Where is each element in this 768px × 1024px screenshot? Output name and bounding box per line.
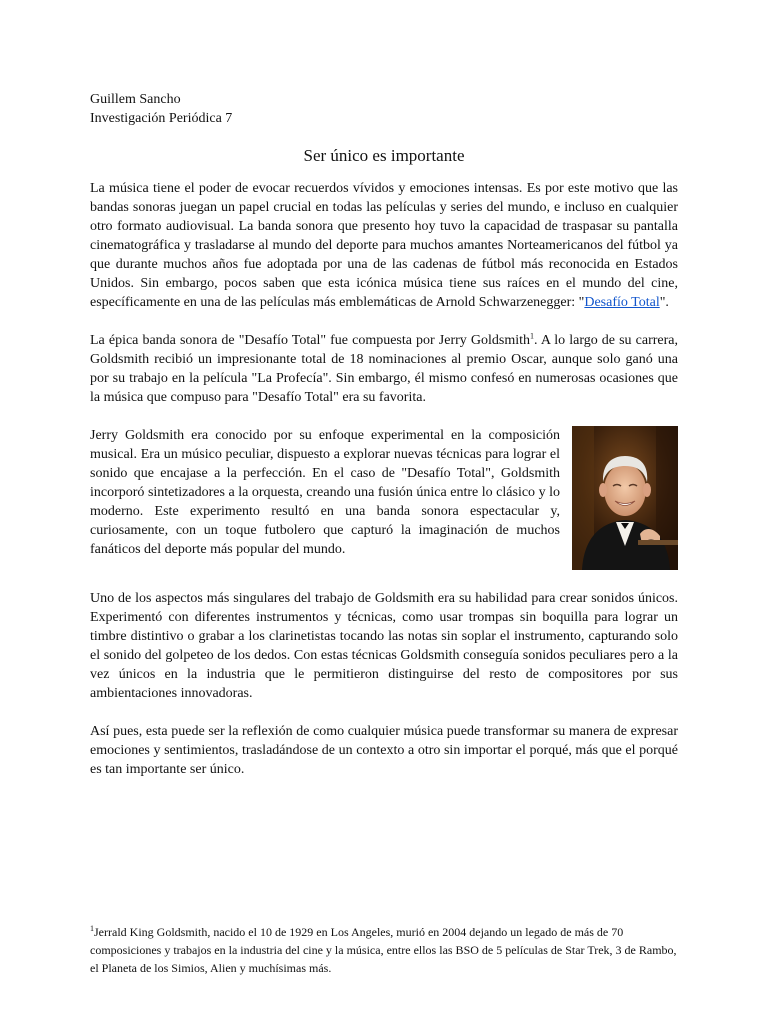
goldsmith-portrait-image <box>572 426 678 570</box>
author-name: Guillem Sancho <box>90 92 181 107</box>
footnote <box>90 923 678 977</box>
paragraph-intro-text: La música tiene el poder de evocar recuerdos vívidos y emociones intensas. Es por este motivo que las bandas sonoras juegan un papel crucial en todas las películas y series del mundo, e incluso en cualquier otro formato audiovisual. La banda sonora que presento hoy tuvo la capacidad de traspasar su pantalla cinematográfica y trasladarse al mundo del deporte para muchos amantes Norteamericanos del fútbol ya que durante muchos años fue adoptada por una de las cadenas de fútbol más reconocida en Estados Unidos. Sin embargo, pocos saben que esta icónica música tiene sus raíces en el mundo del cine, específicamente en una de las películas más emblemáticas de Arnold Schwarzenegger: " <box>90 181 678 310</box>
paragraph-techniques: Uno de los aspectos más singulares del trabajo de Goldsmith era su habilidad para crear sonidos únicos. Experimentó con diferentes instrumentos y técnicas, como usar trompas sin boquilla para lograr un timbre distintivo o grabar a los clarinetistas tocando las notas sin soplar el instrumento, capturando solo el sonido del golpeteo de los dedos. Con estas técnicas Goldsmith conseguía sonidos peculiares pero a la vez únicos en la industria que le permitieron distinguirse del resto de compositores por sus ambientaciones innovadoras. <box>90 591 678 701</box>
paragraph-with-photo <box>90 426 678 570</box>
footnote-reference[interactable]: 1 <box>530 331 534 341</box>
paragraph-intro-end: ". <box>659 295 669 310</box>
paragraph-conclusion: Así pues, esta puede ser la reflexión de como cualquier música puede transformar su manera de expresar emociones y sentimientos, trasladándose de un contexto a otro sin importar el porqué, más que el porqué es tan importante ser único. <box>90 724 678 777</box>
footnote-text: Jerrald King Goldsmith, nacido el 10 de 1929 en Los Angeles, murió en 2004 dejando un legado de más de 70 composiciones y trabajos en la industria del cine y la música, entre ellos las BSO de 5 películas de Star Trek, 3 de Rambo, el Planeta de los Simios, Alien y muchísimas más. <box>90 925 677 975</box>
paragraph-composer-text: La épica banda sonora de "Desafío Total" fue compuesta por Jerry Goldsmith <box>90 333 530 348</box>
paragraph-experimental: Jerry Goldsmith era conocido por su enfoque experimental en la composición musical. Era un músico peculiar, dispuesto a explorar nuevas técnicas para lograr el sonido que encajase a la perfección. En el caso de "Desafío Total", Goldsmith incorporó sintetizadores a la orquesta, creando una fusión única entre lo clásico y lo moderno. Este experimento resultó en una banda sonora espectacular y, curiosamente, con un toque futbolero que capturó la imaginación de muchos fanáticos del deporte más popular del mundo. <box>90 428 560 557</box>
document-page <box>90 90 678 798</box>
paragraph-intro <box>90 179 678 312</box>
footnote-mark: 1 <box>90 924 94 933</box>
desafio-total-link[interactable]: Desafío Total <box>584 295 660 310</box>
course-name: Investigación Periódica 7 <box>90 111 233 126</box>
page-title: Ser único es importante <box>303 146 465 165</box>
paragraph-composer-rest: . A lo largo de su carrera, Goldsmith recibió un impresionante total de 18 nominaciones al premio Oscar, aunque solo ganó una por su trabajo en la película "La Profecía". Sin embargo, él mismo confesó en numerosas ocasiones que la música que compuso para "Desafío Total" era su favorita. <box>90 333 678 405</box>
paragraph-composer <box>90 331 678 407</box>
